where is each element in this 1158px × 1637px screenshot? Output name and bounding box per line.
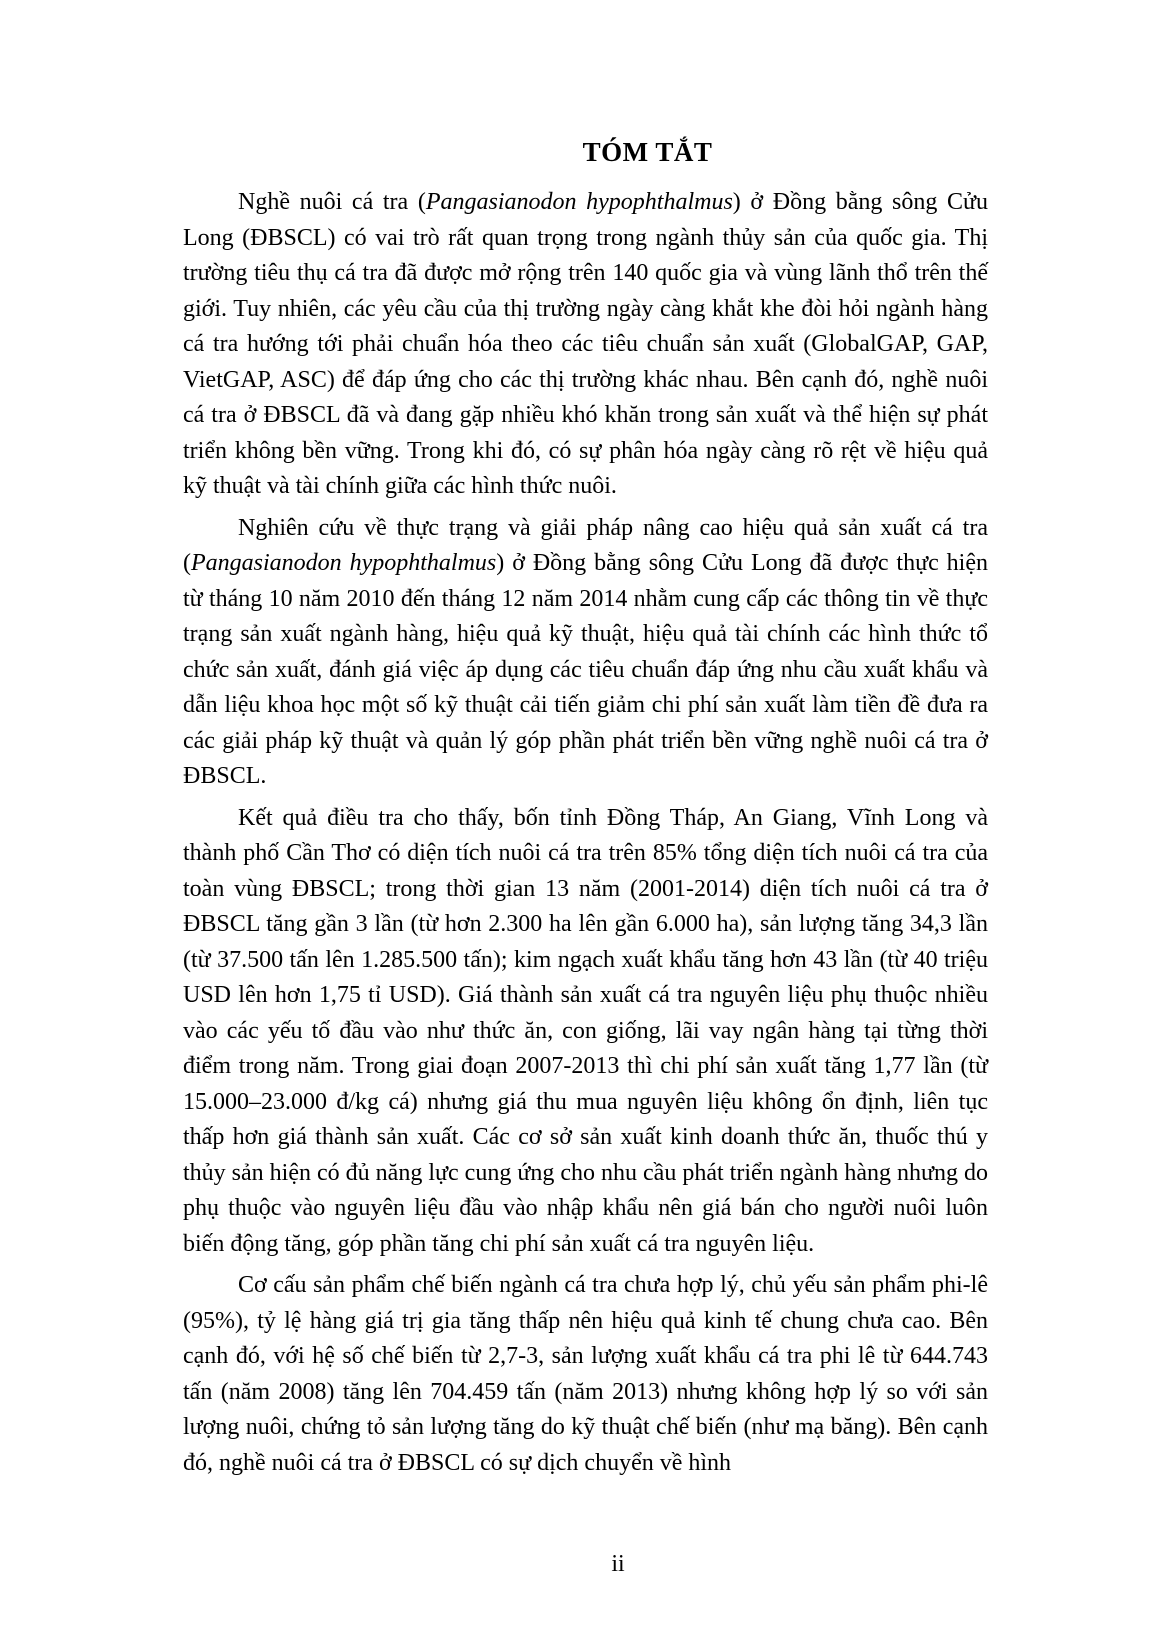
page-content	[183, 136, 988, 1487]
page-number: ii	[611, 1551, 625, 1577]
page-title: TÓM TẮT	[582, 137, 713, 167]
paragraph-2-text-after: ) ở Đồng bằng sông Cửu Long đã được thực hiện từ tháng 10 năm 2010 đến tháng 12 năm 2014 nhằm cung cấp các thông tin về thực trạng sản xuất ngành hàng, hiệu quả kỹ thuật, hiệu quả tài chính các hình thức tổ chức sản xuất, đánh giá việc áp dụng các tiêu chuẩn đáp ứng nhu cầu xuất khẩu và dẫn liệu khoa học một số kỹ thuật cải tiến giảm chi phí sản xuất làm tiền đề đưa ra các giải pháp kỹ thuật và quản lý góp phần phát triển bền vững nghề nuôi cá tra ở ĐBSCL.	[183, 550, 989, 789]
paragraph-1	[183, 185, 988, 505]
paragraph-4	[183, 1268, 988, 1481]
paragraph-3	[183, 801, 988, 1263]
paragraph-2-species-name: Pangasianodon hypophthalmus	[191, 550, 497, 576]
paragraph-3-text: Kết quả điều tra cho thấy, bốn tỉnh Đồng Tháp, An Giang, Vĩnh Long và thành phố Cần Thơ có diện tích nuôi cá tra trên 85% tổng diện tích nuôi cá tra của toàn vùng ĐBSCL; trong thời gian 13 năm (2001-2014) diện tích nuôi cá tra ở ĐBSCL tăng gần 3 lần (từ hơn 2.300 ha lên gần 6.000 ha), sản lượng tăng 34,3 lần (từ 37.500 tấn lên 1.285.500 tấn); kim ngạch xuất khẩu tăng hơn 43 lần (từ 40 triệu USD lên hơn 1,75 tỉ USD). Giá thành sản xuất cá tra nguyên liệu phụ thuộc nhiều vào các yếu tố đầu vào như thức ăn, con giống, lãi vay ngân hàng tại từng thời điểm trong năm. Trong giai đoạn 2007-2013 thì chi phí sản xuất tăng 1,77 lần (từ 15.000–23.000 đ/kg cá) nhưng giá thu mua nguyên liệu không ổn định, liên tục thấp hơn giá thành sản xuất. Các cơ sở sản xuất kinh doanh thức ăn, thuốc thú y thủy sản hiện có đủ năng lực cung ứng cho nhu cầu phát triển ngành hàng nhưng do phụ thuộc vào nguyên liệu đầu vào nhập khẩu nên giá bán cho người nuôi luôn biến động tăng, góp phần tăng chi phí sản xuất cá tra nguyên liệu.	[183, 804, 988, 1257]
paragraph-4-text: Cơ cấu sản phẩm chế biến ngành cá tra chưa hợp lý, chủ yếu sản phẩm phi-lê (95%), tỷ lệ hàng giá trị gia tăng thấp nên hiệu quả kinh tế chung chưa cao. Bên cạnh đó, với hệ số chế biến từ 2,7-3, sản lượng xuất khẩu cá tra phi lê từ 644.743 tấn (năm 2008) tăng lên 704.459 tấn (năm 2013) nhưng không hợp lý so với sản lượng nuôi, chứng tỏ sản lượng tăng do kỹ thuật chế biến (như mạ băng). Bên cạnh đó, nghề nuôi cá tra ở ĐBSCL có sự dịch chuyển về hình	[183, 1272, 988, 1476]
paragraph-1-text-after: ) ở Đồng bằng sông Cửu Long (ĐBSCL) có vai trò rất quan trọng trong ngành thủy sản của quốc gia. Thị trường tiêu thụ cá tra đã được mở rộng trên 140 quốc gia và vùng lãnh thổ trên thế giới. Tuy nhiên, các yêu cầu của thị trường ngày càng khắt khe đòi hỏi ngành hàng cá tra hướng tới phải chuẩn hóa theo các tiêu chuẩn sản xuất (GlobalGAP, GAP, VietGAP, ASC) để đáp ứng cho các thị trường khác nhau. Bên cạnh đó, nghề nuôi cá tra ở ĐBSCL đã và đang gặp nhiều khó khăn trong sản xuất và thể hiện sự phát triển không bền vững. Trong khi đó, có sự phân hóa ngày càng rõ rệt về hiệu quả kỹ thuật và tài chính giữa các hình thức nuôi.	[183, 189, 988, 499]
paragraph-1-species-name: Pangasianodon hypophthalmus	[425, 189, 733, 215]
paragraph-1-text-before: Nghề nuôi cá tra (	[238, 189, 426, 215]
paragraph-2	[183, 511, 988, 795]
paragraph-2-text-before: Nghiên cứu về thực trạng và giải pháp nâng cao hiệu quả sản xuất cá tra (	[183, 514, 988, 576]
